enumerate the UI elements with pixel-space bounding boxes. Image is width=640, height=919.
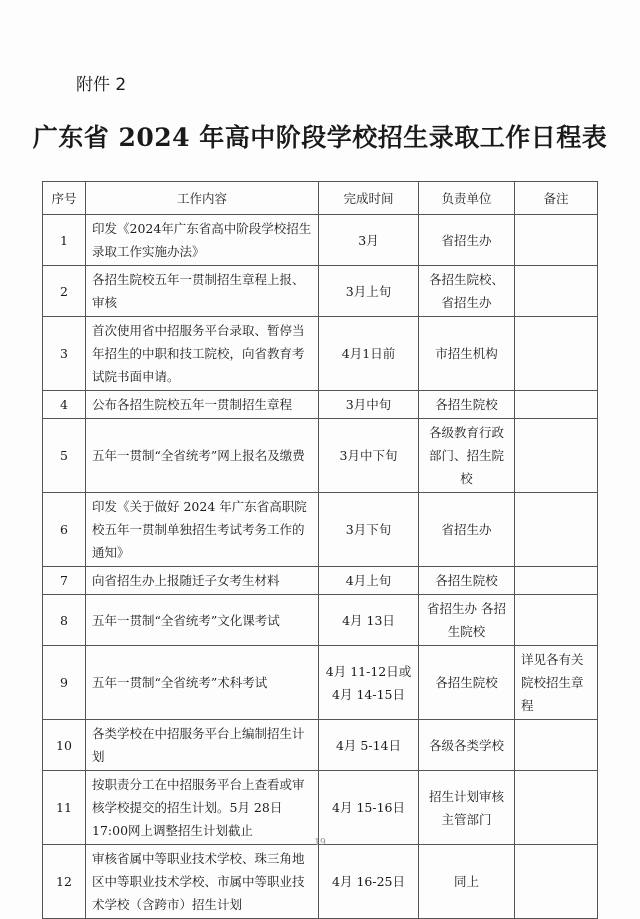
row-number: 4 <box>43 391 86 419</box>
schedule-table <box>42 181 598 919</box>
row-note <box>515 771 598 845</box>
attachment-label: 附件 2 <box>76 75 127 95</box>
row-time: 4月 5-14日 <box>319 720 419 771</box>
row-number: 9 <box>43 646 86 720</box>
row-time: 3月下旬 <box>319 493 419 567</box>
row-number: 11 <box>43 771 86 845</box>
row-number: 7 <box>43 567 86 595</box>
table-row <box>43 567 598 595</box>
row-note <box>515 845 598 919</box>
row-time: 4月 13日 <box>319 595 419 646</box>
row-content: 向省招生办上报随迁子女考生材料 <box>86 567 319 595</box>
row-content: 审核省属中等职业技术学校、珠三角地区中等职业技术学校、市属中等职业技术学校（含跨市）招生计划 <box>86 845 319 919</box>
table-row <box>43 720 598 771</box>
table-row <box>43 595 598 646</box>
table-row <box>43 771 598 845</box>
row-time: 3月中旬 <box>319 391 419 419</box>
row-content: 五年一贯制“全省统考”网上报名及缴费 <box>86 419 319 493</box>
row-note: 详见各有关院校招生章程 <box>515 646 598 720</box>
header-time: 完成时间 <box>319 182 419 215</box>
row-content: 印发《关于做好 2024 年广东省高职院校五年一贯制单独招生考试考务工作的通知》 <box>86 493 319 567</box>
table-row <box>43 419 598 493</box>
row-note <box>515 266 598 317</box>
row-unit: 各招生院校 <box>419 391 515 419</box>
table-row <box>43 215 598 266</box>
row-number: 10 <box>43 720 86 771</box>
row-time: 4月上旬 <box>319 567 419 595</box>
row-time: 3月中下旬 <box>319 419 419 493</box>
row-unit: 同上 <box>419 845 515 919</box>
row-note <box>515 493 598 567</box>
row-unit: 各级教育行政部门、招生院校 <box>419 419 515 493</box>
row-content: 各类学校在中招服务平台上编制招生计划 <box>86 720 319 771</box>
row-unit: 各级各类学校 <box>419 720 515 771</box>
header-no: 序号 <box>43 182 86 215</box>
row-note <box>515 595 598 646</box>
row-content: 各招生院校五年一贯制招生章程上报、审核 <box>86 266 319 317</box>
row-unit: 省招生办 <box>419 493 515 567</box>
header-content: 工作内容 <box>86 182 319 215</box>
row-unit: 各招生院校 <box>419 567 515 595</box>
table-row <box>43 646 598 720</box>
page-number: 19 <box>314 838 326 848</box>
table-header-row <box>43 182 598 215</box>
row-note <box>515 419 598 493</box>
row-unit: 省招生办 <box>419 215 515 266</box>
row-unit: 招生计划审核主管部门 <box>419 771 515 845</box>
row-note <box>515 317 598 391</box>
document-title: 广东省 2024 年高中阶段学校招生录取工作日程表 <box>32 123 608 152</box>
table-row <box>43 391 598 419</box>
row-unit: 市招生机构 <box>419 317 515 391</box>
row-time: 3月 <box>319 215 419 266</box>
row-time: 3月上旬 <box>319 266 419 317</box>
row-content: 首次使用省中招服务平台录取、暂停当年招生的中职和技工院校，向省教育考试院书面申请。 <box>86 317 319 391</box>
row-number: 6 <box>43 493 86 567</box>
row-unit: 省招生办 各招生院校 <box>419 595 515 646</box>
row-time: 4月1日前 <box>319 317 419 391</box>
row-content: 按职责分工在中招服务平台上查看或审核学校提交的招生计划。5月 28日 17:00网上调整招生计划截止 <box>86 771 319 845</box>
row-note <box>515 215 598 266</box>
table-row <box>43 493 598 567</box>
row-note <box>515 720 598 771</box>
row-content: 公布各招生院校五年一贯制招生章程 <box>86 391 319 419</box>
table-row <box>43 845 598 919</box>
row-time: 4月 16-25日 <box>319 845 419 919</box>
row-unit: 各招生院校、省招生办 <box>419 266 515 317</box>
table-row <box>43 317 598 391</box>
row-note <box>515 391 598 419</box>
header-unit: 负责单位 <box>419 182 515 215</box>
row-note <box>515 567 598 595</box>
row-time: 4月 15-16日 <box>319 771 419 845</box>
row-number: 1 <box>43 215 86 266</box>
row-number: 8 <box>43 595 86 646</box>
table-row <box>43 266 598 317</box>
row-number: 3 <box>43 317 86 391</box>
row-content: 印发《2024年广东省高中阶段学校招生录取工作实施办法》 <box>86 215 319 266</box>
row-content: 五年一贯制“全省统考”术科考试 <box>86 646 319 720</box>
row-number: 12 <box>43 845 86 919</box>
row-unit: 各招生院校 <box>419 646 515 720</box>
row-time: 4月 11-12日或 4月 14-15日 <box>319 646 419 720</box>
row-content: 五年一贯制“全省统考”文化课考试 <box>86 595 319 646</box>
header-note: 备注 <box>515 182 598 215</box>
row-number: 5 <box>43 419 86 493</box>
row-number: 2 <box>43 266 86 317</box>
